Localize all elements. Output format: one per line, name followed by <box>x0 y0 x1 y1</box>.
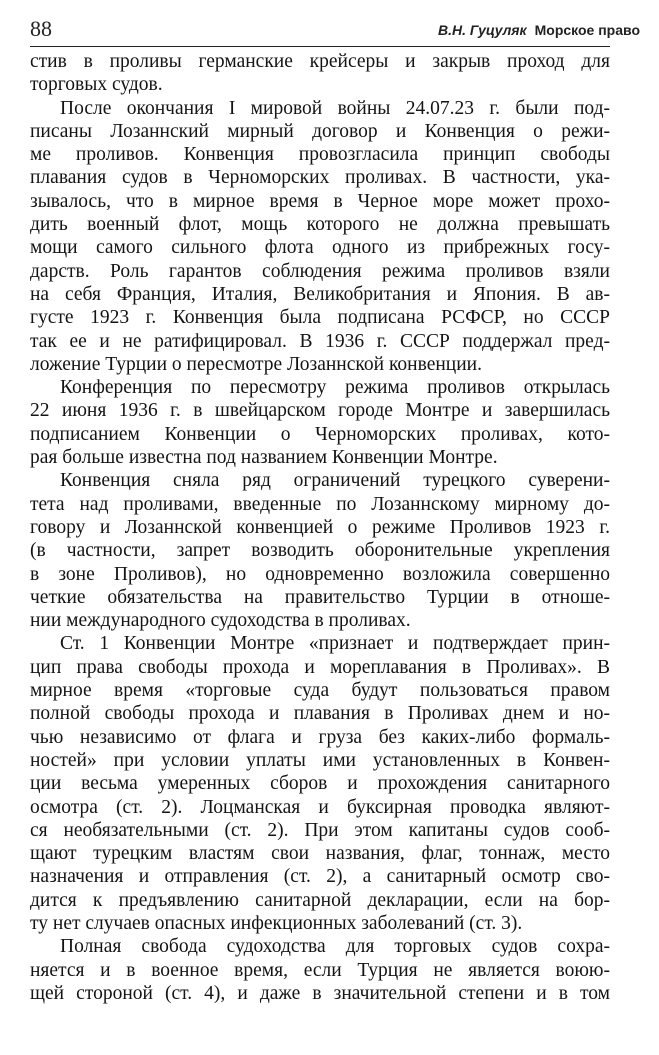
paragraph <box>30 469 610 632</box>
text-line: (в частности, запрет возводить оборонительные укрепления <box>30 540 610 562</box>
text-line: зывалось, что в мирное время в Черное море может прохо- <box>30 190 610 212</box>
text-line: 22 июня 1936 г. в швейцарском городе Монтре и завершилась <box>30 400 610 422</box>
paragraph <box>30 97 610 377</box>
text-line: рая больше известна под названием Конвенции Монтре. <box>30 447 498 469</box>
text-line: ностей» при условии уплаты ими установленных в Конвен- <box>30 749 610 771</box>
running-head-author: В.Н. Гуцуляк <box>438 22 527 38</box>
text-line: писаны Лозаннский мирный договор и Конвенция о режи- <box>30 120 610 142</box>
text-line: стив в проливы германские крейсеры и закрыв проход для <box>30 51 610 72</box>
running-head-title: Морское право <box>534 22 640 38</box>
text-line: осмотра (ст. 2). Лоцманская и буксирная проводка являют- <box>30 796 610 818</box>
text-line: ложение Турции о пересмотре Лозаннской конвенции. <box>30 353 482 375</box>
text-line: тета над проливами, введенные по Лозаннскому мирному до- <box>30 493 610 515</box>
text-line: назначения и отправления (ст. 2), а санитарный осмотр сво- <box>30 866 610 888</box>
text-line: нии международного судоходства в проливах. <box>30 610 411 632</box>
text-line: Полная свобода судоходства для торговых судов сохра- <box>60 936 610 958</box>
text-line: на себя Франция, Италия, Великобритания и Япония. В ав- <box>30 283 610 305</box>
text-line: щают турецким властям свои названия, флаг, тоннаж, место <box>30 843 610 865</box>
page-header <box>30 14 640 46</box>
text-line: чью независимо от флага и груза без каких-либо формаль- <box>30 726 610 748</box>
text-line: цип права свободы прохода и мореплавания в Проливах». В <box>30 656 610 678</box>
paragraph <box>30 50 610 97</box>
text-line: дарств. Роль гарантов соблюдения режима проливов взяли <box>30 260 610 282</box>
text-line: торговых судов. <box>30 74 163 96</box>
text-line: Ст. 1 Конвенции Монтре «признает и подтверждает прин- <box>60 633 610 655</box>
text-line: няется и в военное время, если Турция не является воюю- <box>30 959 610 981</box>
text-line: Конвенция сняла ряд ограничений турецкого суверени- <box>60 470 610 492</box>
text-line: дить военный флот, мощь которого не должна превышать <box>30 214 610 236</box>
text-line: говору и Лозаннской конвенцией о режиме Проливов 1923 г. <box>30 516 610 538</box>
text-line: плавания судов в Черноморских проливах. В частности, ука- <box>30 167 610 189</box>
paragraph <box>30 632 610 935</box>
text-line: в зоне Проливов), но одновременно возложила совершенно <box>30 563 610 585</box>
paragraph <box>30 376 610 469</box>
text-line: так ее и не ратифицировал. В 1936 г. СССР поддержал пред- <box>30 330 610 352</box>
text-line: полной свободы прохода и плавания в Проливах днем и но- <box>30 703 610 725</box>
text-line: После окончания I мировой войны 24.07.23 г. были под- <box>60 97 610 119</box>
text-line: Конференция по пересмотру режима проливов открылась <box>60 377 610 399</box>
text-line: ме проливов. Конвенция провозгласила принцип свободы <box>30 144 610 166</box>
running-head <box>438 21 640 39</box>
paragraph <box>30 935 610 1005</box>
text-line: подписанием Конвенции о Черноморских проливах, кото- <box>30 423 610 445</box>
text-line: густе 1923 г. Конвенция была подписана РСФСР, но СССР <box>30 307 610 329</box>
text-line: дится к предъявлению санитарной декларации, если на бор- <box>30 889 610 911</box>
text-line: мирное время «торговые суда будут пользоваться правом <box>30 680 610 702</box>
text-line: мощи самого сильного флота одного из прибрежных госу- <box>30 237 610 259</box>
page-number: 88 <box>30 16 52 41</box>
text-line: ся необязательными (ст. 2). При этом капитаны судов сооб- <box>30 819 610 841</box>
body-text <box>30 50 610 1005</box>
text-line: ции весьма умеренных сборов и прохождения санитарного <box>30 773 610 795</box>
header-rule <box>30 46 610 47</box>
text-line: щей стороной (ст. 4), и даже в значительной степени и в том <box>30 982 610 1004</box>
text-line: ту нет случаев опасных инфекционных заболеваний (ст. 3). <box>30 912 523 934</box>
text-line: четкие обязательства на правительство Турции в отноше- <box>30 586 610 608</box>
